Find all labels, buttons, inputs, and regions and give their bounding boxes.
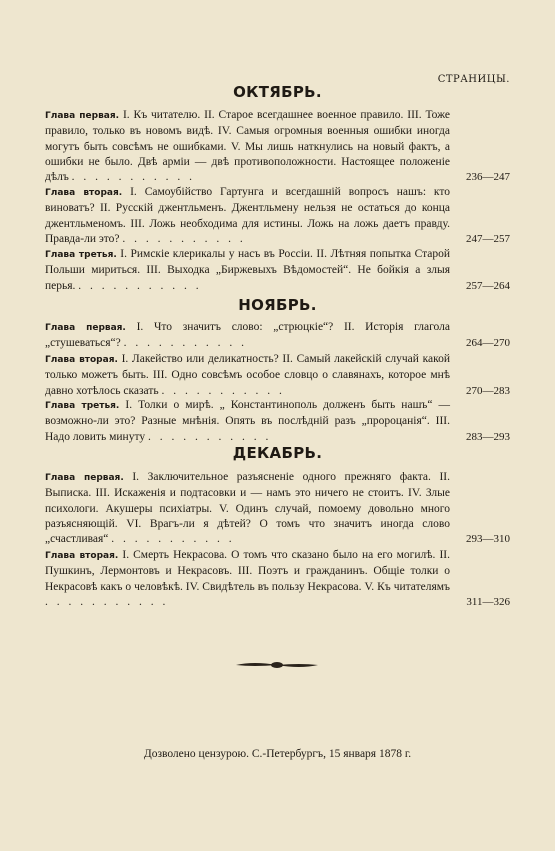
entry-text [45,398,450,445]
entry-text [45,185,450,247]
chapter-label: Глава третья. [45,401,120,411]
entry-text [45,320,450,352]
page-range: 293—310 [466,533,510,546]
chapter-summary: I. Самоубійство Гартунга и всегдашній вопросъ нашъ: кто виноватъ? II. Русскій джентльменъ. Джентльмену нельзя не остаться до конца джентльменомъ. III. Ложь необходима для истины. Ложь на ложь даетъ правду. Правда-ли это? [45,186,450,245]
entry-text [45,548,450,610]
entry-text [45,108,450,185]
dot-leader: . . . . . . . . . . . [147,430,272,443]
page-range: 236—247 [466,171,510,184]
dot-leader: . . . . . . . . . . . [161,384,285,397]
dot-leader: . . . . . . . . . . . [45,595,169,608]
decorative-ornament-divider [234,659,320,671]
toc-entry [45,398,510,445]
month-title-october: ОКТЯБРЬ. [233,83,322,101]
dot-leader: . . . . . . . . . . . [71,171,196,184]
page-range: 283—293 [466,430,510,443]
censorship-approval-line: Дозволено цензурою. С.-Петербургъ, 15 января 1878 г. [143,748,412,760]
page-range: 311—326 [466,595,510,608]
pages-column-header: СТРАНИЦЫ. [437,74,510,85]
chapter-summary: I. Что значитъ слово: „стрюцкіе“? II. Исторія глагола „стушеваться“? [45,321,450,350]
dot-leader: . . . . . . . . . . . [111,533,235,546]
chapter-summary: I. Къ читателю. II. Старое всегдашнее военное правило. III. Тоже правило, только въ новомъ видѣ. IV. Самыя огромныя военныя ошибки иногда могутъ быть совсѣмъ не ошибками. V. Мы лишь наткнулись на новый фактъ, а ошибки не было. Двѣ арміи — двѣ противоположности. Настоящее положеніе дѣлъ [45,109,451,184]
toc-entry [45,470,510,547]
dot-leader: . . . . . . . . . . . [123,337,247,350]
toc-entry [45,108,510,185]
toc-entry [45,548,510,610]
page-range: 264—270 [466,337,510,350]
page-range: 247—257 [466,232,510,245]
chapter-label: Глава первая. [45,473,124,483]
month-title-december: ДЕКАБРЬ. [232,444,323,462]
toc-entry [45,185,510,247]
chapter-summary: I. Толки о мирѣ. „ Константинополь долженъ быть нашъ“ — возможно-ли это? Разные мнѣнія. Опять въ послѣдній разъ „пророцанія“. III. Надо ловить минуту [45,399,451,443]
entry-text [45,352,450,399]
entry-text [45,470,450,547]
toc-entry [45,247,510,294]
month-title-november: НОЯБРЬ. [238,296,317,314]
chapter-summary: I. Лакейство или деликатность? II. Самый лакейскій случай какой только можетъ быть. III. Одно совсѣмъ особое словцо о славянахъ, которое мнѣ давно хотѣлось сказать [45,353,450,397]
chapter-summary: I. Римскіе клерикалы у насъ въ Россіи. II. Лѣтняя попытка Старой Польши мириться. III. Выходка „Биржевыхъ Вѣдомостей“. Не бойкія а злыя перья. [45,248,451,292]
toc-entry [45,320,510,352]
dot-leader: . . . . . . . . . . . [78,279,202,292]
chapter-label: Глава третья. [45,250,117,260]
toc-entry [45,352,510,399]
page-range: 270—283 [466,384,510,397]
entry-text [45,247,450,294]
chapter-summary: I. Заключительное разъясненіе одного прежняго факта. II. Выписка. III. Искаженія и подтасовки и — намъ это ничего не стоитъ. IV. Злые психологи. Акушеры психіатры. V. Одинъ случай, помоему довольно много разъясняющій. VI. Врагъ-ли я дѣтей? О томъ что значитъ иногда слово „счастливая“ [45,471,450,546]
dot-leader: . . . . . . . . . . . [122,232,246,245]
chapter-label: Глава первая. [45,323,126,333]
page-range: 257—264 [466,279,510,292]
chapter-summary: I. Смерть Некрасова. О томъ что сказано было на его могилѣ. II. Пушкинъ, Лермонтовъ и Некрасовъ. III. Поэтъ и гражданинъ. Общіе толки о Некрасовѣ какъ о человѣкѣ. IV. Свидѣтель въ пользу Некрасова. V. Къ читателямъ [45,549,450,593]
chapter-label: Глава вторая. [45,188,123,198]
chapter-label: Глава вторая. [45,551,119,561]
chapter-label: Глава первая. [45,111,120,121]
chapter-label: Глава вторая. [45,355,118,365]
